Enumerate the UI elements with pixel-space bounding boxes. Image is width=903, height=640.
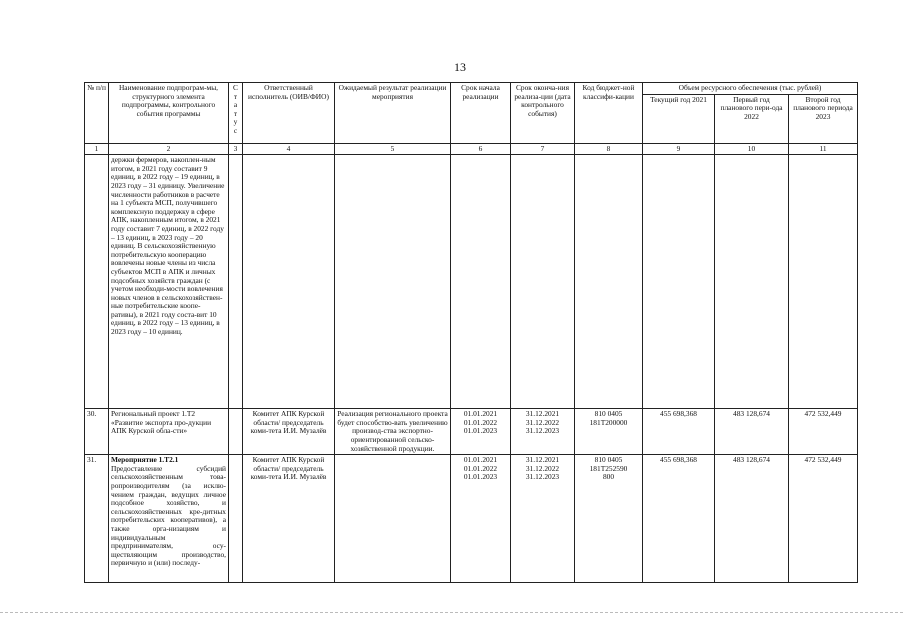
col-code-header: Код бюджет-ной классифи-кации (575, 83, 643, 144)
table-row-31 (85, 455, 858, 583)
col-name-header: Наименование подпрограм-мы, структурного элемента подпрограммы, контрольного события программы (109, 83, 229, 144)
resource-table (84, 82, 858, 583)
table-row-30 (85, 409, 858, 455)
column-number: 8 (575, 143, 643, 155)
column-number: 9 (643, 143, 715, 155)
col-year3-header: Второй год планового периода 2023 (789, 94, 858, 143)
col-result-header: Ожидаемый результат реализации мероприятия (335, 83, 451, 144)
column-number: 7 (511, 143, 575, 155)
row-start-dates: 01.01.2021 01.01.2022 01.01.2023 (451, 455, 511, 583)
col-num-header: № п/п (85, 83, 109, 144)
header-row (85, 83, 858, 95)
row-name-title: Мероприятие 1.Т2.1 (111, 455, 179, 465)
row-budget-code: 810 0405 181T252590 800 (575, 455, 643, 583)
column-number: 1 (85, 143, 109, 155)
column-number-row (85, 143, 858, 155)
col-funding-header: Объем ресурсного обеспечения (тыс. рублей) (643, 83, 858, 95)
row-year1-amount: 455 698,368 (643, 409, 715, 455)
scan-edge-line (0, 612, 903, 613)
row-end-dates: 31.12.2021 31.12.2022 31.12.2023 (511, 455, 575, 583)
row-responsible: Комитет АПК Курской области/ председатель коми-тета И.И. Музалёв (243, 455, 335, 583)
row-year2-amount: 483 128,674 (715, 455, 789, 583)
row-number: 31. (85, 455, 109, 583)
row-year1-amount: 455 698,368 (643, 455, 715, 583)
column-number: 11 (789, 143, 858, 155)
row-number: 30. (85, 409, 109, 455)
row-name (109, 455, 229, 583)
column-number: 3 (229, 143, 243, 155)
row-result: Реализация регионального проекта будет способство-вать увеличению производ-ства экспортно-ориентированной сельско-хозяйственной продукции. (335, 409, 451, 455)
col-year1-header: Текущий год 2021 (643, 94, 715, 143)
row-end-dates: 31.12.2021 31.12.2022 31.12.2023 (511, 409, 575, 455)
column-number: 10 (715, 143, 789, 155)
row-name: Региональный проект 1.Т2 «Развитие экспорта про-дукции АПК Курской обла-сти» (109, 409, 229, 455)
column-number: 4 (243, 143, 335, 155)
column-number: 5 (335, 143, 451, 155)
column-number: 6 (451, 143, 511, 155)
table-row-continuation (85, 155, 858, 409)
row-year3-amount: 472 532,449 (789, 409, 858, 455)
col-start-header: Срок начала реализации (451, 83, 511, 144)
row-name-text: Предоставление субсидий сельскохозяйственным това-ропроизводителям (за исклю-чением граждан, ведущих личное подсобное хозяйство, и сельскохозяйственных кре-дитных потребительских кооперативов), а также орга-низациям и индивидуальным предпринимателям, осу-ществляющим производство, первичную и (или) последу- (111, 463, 226, 568)
row-start-dates: 01.01.2021 01.01.2022 01.01.2023 (451, 409, 511, 455)
row-budget-code: 810 0405 181T200000 (575, 409, 643, 455)
col-year2-header: Первый год планового пери-ода 2022 (715, 94, 789, 143)
continuation-text: держки фермеров, накоплен-ным итогом, в 2021 году составит 9 единиц, в 2022 году – 19 единиц, в 2023 году – 31 единицу. Увеличение численности работников в расчете на 1 субъекта МСП, получившего комплексную поддержку в сфере АПК, накопленным итогом, в 2021 году составит 7 единиц, в 2022 году – 13 единиц, в 2023 году – 20 единиц. В сельскохозяйственную потребительскую кооперацию вовлечены новые члены из числа субъектов МСП в АПК и личных подсобных хозяйств граждан (с учетом необходи-мости вовлечения новых членов в сельскохозяйствен-ные потребительские коопе-ративы), в 2021 году соста-вит 10 единиц, в 2022 году – 13 единиц, в 2023 году – 10 единиц. (109, 155, 229, 409)
col-resp-header: Ответственный исполнитель (ОИВ/ФИО) (243, 83, 335, 144)
page-number: 13 (454, 60, 466, 74)
row-year3-amount: 472 532,449 (789, 455, 858, 583)
column-number: 2 (109, 143, 229, 155)
row-responsible: Комитет АПК Курской области/ председатель коми-тета И.И. Музалёв (243, 409, 335, 455)
col-status-header: С т а т у с (229, 83, 243, 144)
row-year2-amount: 483 128,674 (715, 409, 789, 455)
col-end-header: Срок оконча-ния реализа-ции (дата контрольного события) (511, 83, 575, 144)
